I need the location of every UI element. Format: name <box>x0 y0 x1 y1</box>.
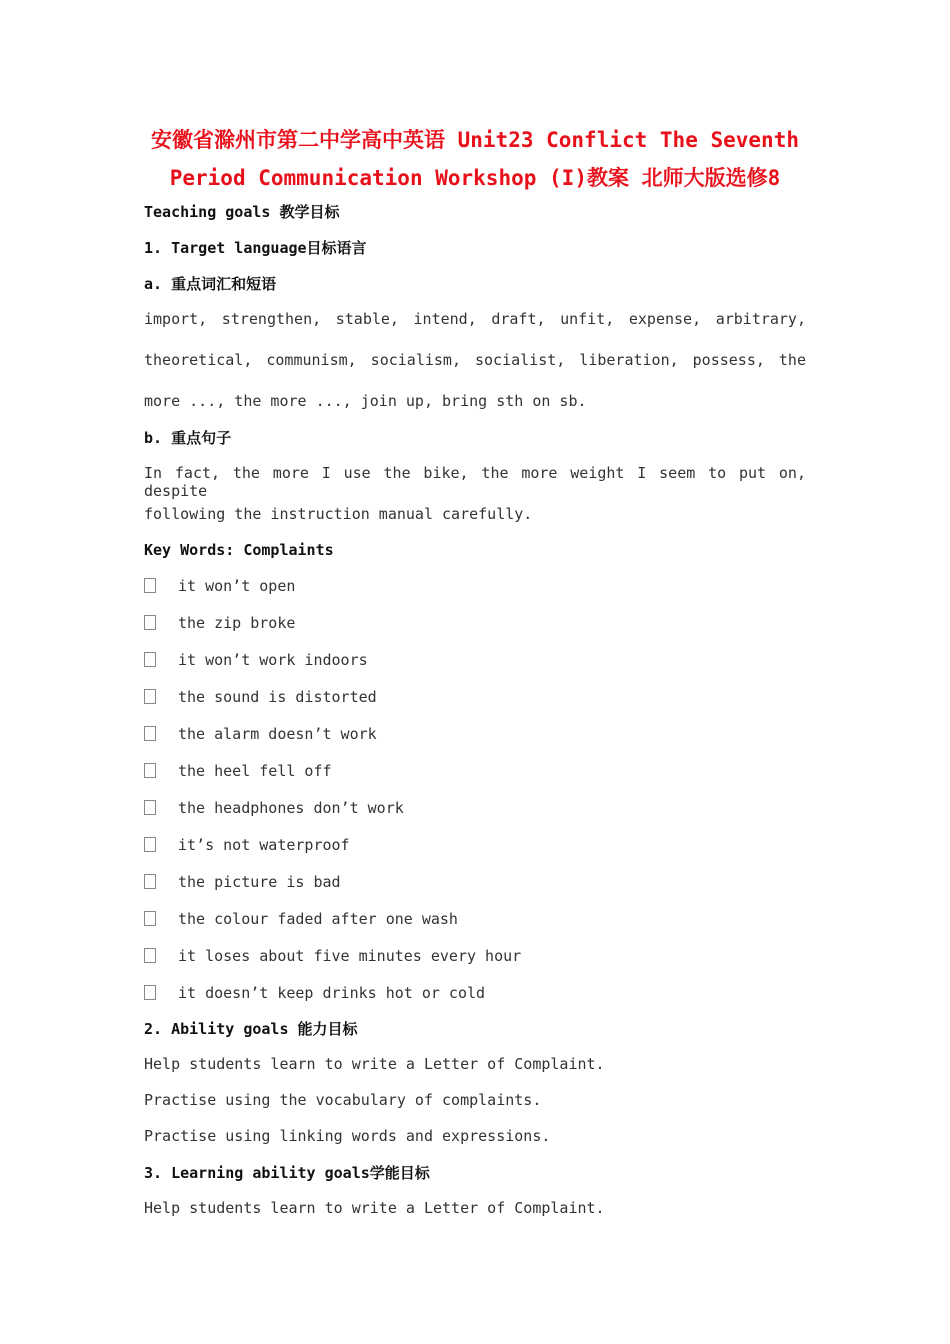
bullet-icon <box>144 800 156 815</box>
list-item: it loses about five minutes every hour <box>144 947 521 965</box>
bullet-icon <box>144 652 156 667</box>
list-item: it’s not waterproof <box>144 836 350 854</box>
list-item: the zip broke <box>144 614 295 632</box>
document-title-line-1: 安徽省滁州市第二中学高中英语 Unit23 Conflict The Seventh <box>150 128 799 152</box>
vocabulary-line: theoretical, communism, socialism, socialist, liberation, possess, the <box>144 351 806 369</box>
bullet-icon <box>144 874 156 889</box>
ability-goal-line: Help students learn to write a Letter of Complaint. <box>144 1055 605 1073</box>
bullet-icon <box>144 911 156 926</box>
bullet-icon <box>144 689 156 704</box>
ability-goal-line: Practise using linking words and expressions. <box>144 1127 551 1145</box>
vocabulary-line: more ..., the more ..., join up, bring sth on sb. <box>144 392 587 410</box>
bullet-icon <box>144 985 156 1000</box>
document-title-line-2: Period Communication Workshop (I)教案 北师大版选修8 <box>169 166 781 190</box>
list-item: it won’t open <box>144 577 295 595</box>
list-item: it won’t work indoors <box>144 651 368 669</box>
key-words-heading: Key Words: Complaints <box>144 541 334 559</box>
list-item: the headphones don’t work <box>144 799 404 817</box>
target-language-heading: 1. Target language目标语言 <box>144 239 367 257</box>
key-sentence-line: following the instruction manual carefully. <box>144 505 533 523</box>
bullet-icon <box>144 578 156 593</box>
bullet-icon <box>144 726 156 741</box>
list-item: the alarm doesn’t work <box>144 725 377 743</box>
list-item: the colour faded after one wash <box>144 910 458 928</box>
bullet-icon <box>144 837 156 852</box>
key-sentence-line: In fact, the more I use the bike, the more weight I seem to put on, despite <box>144 464 806 500</box>
bullet-icon <box>144 615 156 630</box>
list-item: the heel fell off <box>144 762 332 780</box>
teaching-goals-heading: Teaching goals 教学目标 <box>144 203 340 221</box>
bullet-icon <box>144 948 156 963</box>
key-sentences-heading: b. 重点句子 <box>144 429 232 447</box>
ability-goal-line: Practise using the vocabulary of complaints. <box>144 1091 542 1109</box>
learning-ability-goals-heading: 3. Learning ability goals学能目标 <box>144 1164 430 1182</box>
vocabulary-line: import, strengthen, stable, intend, draft, unfit, expense, arbitrary, <box>144 310 806 328</box>
list-item: the picture is bad <box>144 873 341 891</box>
learning-ability-goal-line: Help students learn to write a Letter of Complaint. <box>144 1199 605 1217</box>
list-item: the sound is distorted <box>144 688 377 706</box>
key-vocabulary-heading: a. 重点词汇和短语 <box>144 275 277 293</box>
list-item: it doesn’t keep drinks hot or cold <box>144 984 485 1002</box>
ability-goals-heading: 2. Ability goals 能力目标 <box>144 1020 358 1038</box>
bullet-icon <box>144 763 156 778</box>
